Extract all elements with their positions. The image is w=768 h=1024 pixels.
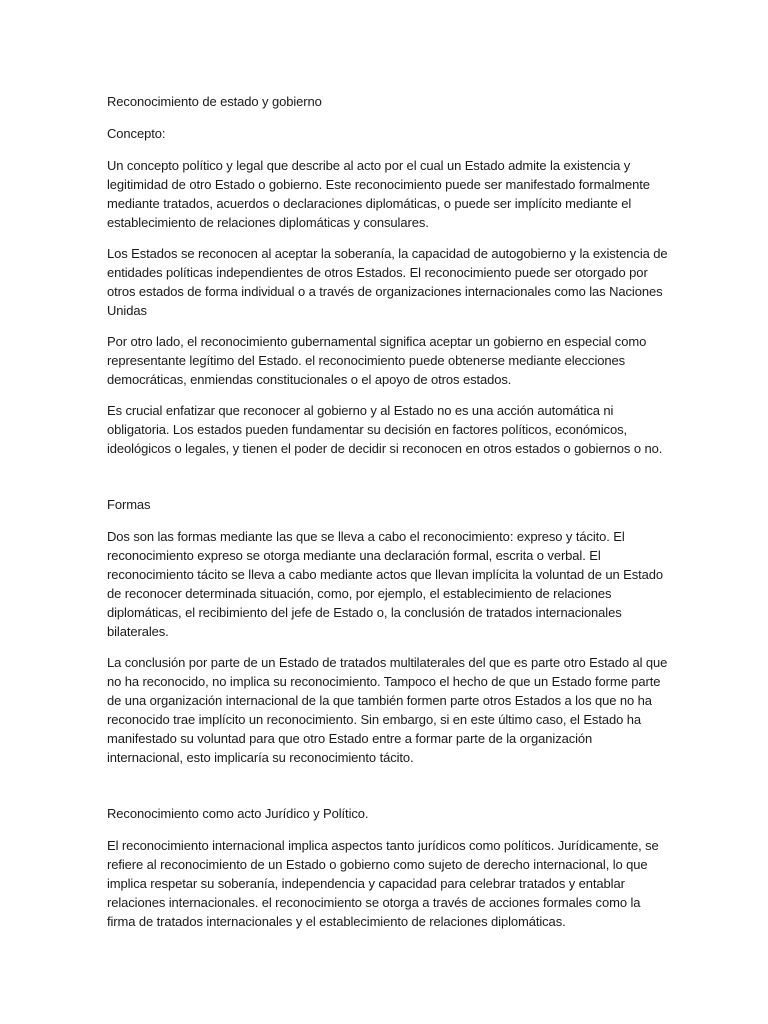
text-line: Por otro lado, el reconocimiento gubernamental significa aceptar un gobierno en especial como — [107, 334, 647, 349]
text-line: bilaterales. — [107, 624, 169, 639]
section-spacer — [107, 470, 668, 495]
text-line: otros estados de forma individual o a través de organizaciones internacionales como las Naciones — [107, 284, 663, 299]
text-line: no ha reconocido, no implica su reconocimiento. Tampoco el hecho de que un Estado forme parte — [107, 674, 661, 689]
concept-paragraph-2 — [107, 244, 668, 320]
concept-paragraph-4 — [107, 401, 668, 458]
text-line: firma de tratados internacionales y el establecimiento de relaciones diplomáticas. — [107, 914, 566, 929]
text-line: refiere al reconocimiento de un Estado o gobierno como sujeto de derecho internacional, lo que — [107, 857, 648, 872]
text-line: de reconocer determinada situación, como, por ejemplo, el establecimiento de relaciones — [107, 586, 612, 601]
text-line: democráticas, enmiendas constitucionales o el apoyo de otros estados. — [107, 372, 512, 387]
text-line: El reconocimiento internacional implica aspectos tanto jurídicos como políticos. Jurídicamente, se — [107, 838, 659, 853]
text-line: obligatoria. Los estados pueden fundamentar su decisión en factores políticos, económicos, — [107, 422, 627, 437]
forms-paragraph-2 — [107, 653, 668, 767]
document-title: Reconocimiento de estado y gobierno — [107, 94, 322, 109]
section-spacer — [107, 779, 668, 804]
text-line: implica respetar su soberanía, independencia y capacidad para celebrar tratados y entablar — [107, 876, 625, 891]
concept-paragraph-3 — [107, 332, 668, 389]
text-line: internacional, esto implicaría su reconocimiento tácito. — [107, 750, 414, 765]
text-line: ideológicos o legales, y tienen el poder de decidir si reconocen en otros estados o gobiernos o no. — [107, 441, 663, 456]
text-line: Unidas — [107, 303, 147, 318]
text-line: representante legítimo del Estado. el reconocimiento puede obtenerse mediante elecciones — [107, 353, 626, 368]
text-line: reconocimiento tácito se lleva a cabo mediante actos que llevan implícita la voluntad de un Estado — [107, 567, 664, 582]
concept-label: Concepto: — [107, 126, 166, 141]
text-line: Es crucial enfatizar que reconocer al gobierno y al Estado no es una acción automática ni — [107, 403, 614, 418]
text-line: La conclusión por parte de un Estado de tratados multilaterales del que es parte otro Estado al que — [107, 655, 668, 670]
forms-paragraph-1 — [107, 527, 668, 641]
legal-paragraph-1 — [107, 836, 668, 931]
text-line: Dos son las formas mediante las que se lleva a cabo el reconocimiento: expreso y tácito. El — [107, 529, 625, 544]
text-line: entidades políticas independientes de otros Estados. El reconocimiento puede ser otorgado por — [107, 265, 648, 280]
text-line: establecimiento de relaciones diplomáticas y consulares. — [107, 215, 429, 230]
text-line: manifestado su voluntad para que otro Estado entre a formar parte de la organización — [107, 731, 593, 746]
text-line: legitimidad de otro Estado o gobierno. Este reconocimiento puede ser manifestado formalmente — [107, 177, 650, 192]
text-line: relaciones internacionales. el reconocimiento se otorga a través de acciones formales como la — [107, 895, 641, 910]
concept-paragraph-1 — [107, 156, 668, 232]
text-line: mediante tratados, acuerdos o declaraciones diplomáticas, o puede ser implícito mediante el — [107, 196, 632, 211]
text-line: reconocimiento expreso se otorga mediante una declaración formal, escrita o verbal. El — [107, 548, 601, 563]
text-line: diplomáticas, el recibimiento del jefe de Estado o, la conclusión de tratados internacionales — [107, 605, 622, 620]
forms-heading: Formas — [107, 497, 151, 512]
text-line: de una organización internacional de la que también formen parte otros Estados a los que no ha — [107, 693, 652, 708]
text-line: Los Estados se reconocen al aceptar la soberanía, la capacidad de autogobierno y la existencia de — [107, 246, 668, 261]
text-line: Un concepto político y legal que describe al acto por el cual un Estado admite la existencia y — [107, 158, 631, 173]
legal-heading: Reconocimiento como acto Jurídico y Político. — [107, 806, 369, 821]
text-line: reconocido trae implícito un reconocimiento. Sin embargo, si en este último caso, el Estado ha — [107, 712, 641, 727]
